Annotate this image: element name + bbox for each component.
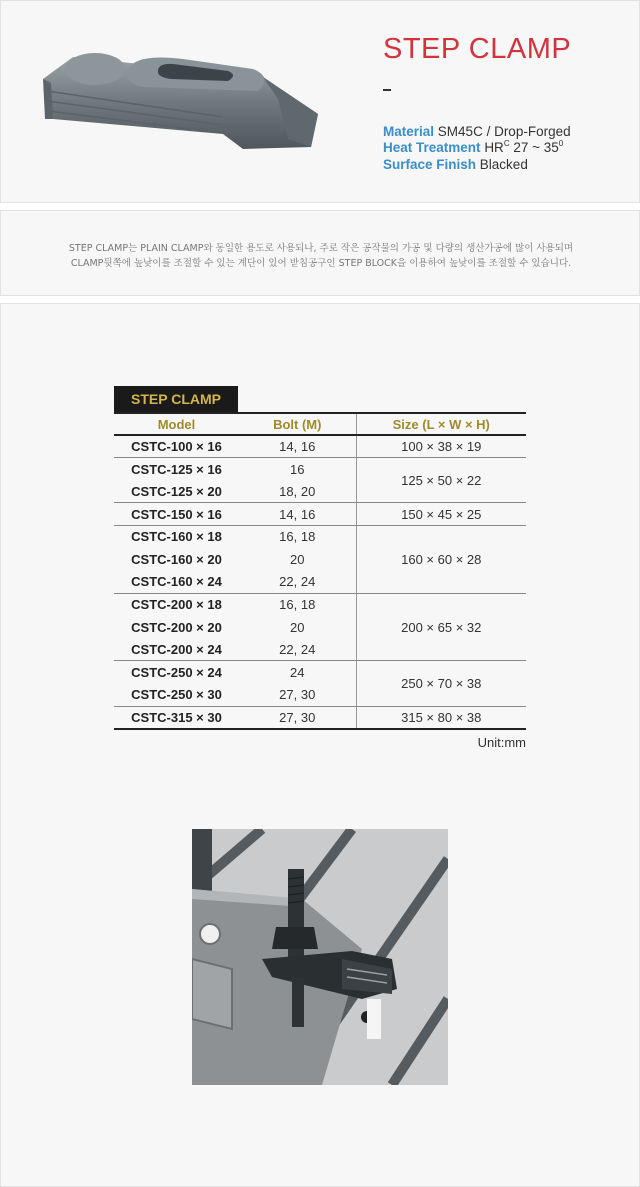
table-header-row <box>114 413 526 435</box>
cell-model: CSTC-200 × 20 <box>131 619 222 635</box>
cell-model: CSTC-100 × 16 <box>114 435 239 458</box>
cell-model: CSTC-200 × 18 <box>131 597 222 613</box>
cell-size: 160 × 60 × 28 <box>356 525 526 593</box>
cell-size: 315 × 80 × 38 <box>356 706 526 729</box>
description-line-2: CLAMP뒷쪽에 높낮이를 조절할 수 있는 계단이 있어 받침공구인 STEP BLOCK을 이용하여 높낮이를 조절할 수 있습니다. <box>70 258 572 269</box>
product-title: STEP CLAMP <box>383 33 572 65</box>
cell-bolt: 20 <box>290 619 305 635</box>
cell-model: CSTC-125 × 20 <box>114 480 239 503</box>
spec-table <box>114 412 526 730</box>
unit-note: Unit:mm <box>477 735 526 750</box>
material-value: SM45C / Drop-Forged <box>437 124 571 139</box>
title-divider <box>383 89 391 91</box>
cell-bolt: 16, 18 <box>279 529 316 545</box>
surface-finish-label: Surface Finish <box>383 157 477 172</box>
cell-size: 125 × 50 × 22 <box>356 458 526 503</box>
cell-bolt: 22, 24 <box>239 638 356 661</box>
header-size: Size (L × W × H) <box>356 413 526 435</box>
spec-heat-treatment <box>383 140 563 155</box>
table-row <box>114 503 526 526</box>
cell-bolt: 24 <box>290 664 305 680</box>
cell-model: CSTC-250 × 24 <box>131 664 222 680</box>
table-row <box>114 435 526 458</box>
cell-size: 100 × 38 × 19 <box>356 435 526 458</box>
cell-model: CSTC-250 × 30 <box>114 684 239 707</box>
material-label: Material <box>383 124 435 139</box>
spec-material <box>383 124 571 139</box>
step-clamp-usage-photo <box>192 829 448 1085</box>
table-row <box>114 525 526 548</box>
spec-table-panel <box>0 303 640 1187</box>
cell-model: CSTC-160 × 18 <box>131 529 222 545</box>
table-row <box>114 458 526 481</box>
cell-model: CSTC-160 × 20 <box>131 551 222 567</box>
cell-model: CSTC-150 × 16 <box>114 503 239 526</box>
cell-model: CSTC-125 × 16 <box>131 461 222 477</box>
surface-finish-value: Blacked <box>479 157 528 172</box>
cell-size: 250 × 70 × 38 <box>356 661 526 706</box>
header-bolt: Bolt (M) <box>239 413 356 435</box>
cell-bolt: 14, 16 <box>239 503 356 526</box>
cell-bolt: 16, 18 <box>279 597 316 613</box>
product-header-panel <box>0 0 640 203</box>
cell-bolt: 22, 24 <box>239 571 356 594</box>
cell-model: CSTC-315 × 30 <box>114 706 239 729</box>
cell-size: 150 × 45 × 25 <box>356 503 526 526</box>
header-model: Model <box>114 413 239 435</box>
table-title: STEP CLAMP <box>114 386 238 412</box>
cell-bolt: 14, 16 <box>239 435 356 458</box>
cell-model: CSTC-160 × 24 <box>114 571 239 594</box>
description-panel <box>0 210 640 296</box>
table-row <box>114 661 526 684</box>
cell-bolt: 16 <box>290 461 305 477</box>
heat-treatment-value: $HR^C$ 27 ~ $35^0$ <box>484 139 564 155</box>
cell-bolt: 27, 30 <box>239 684 356 707</box>
table-row <box>114 706 526 729</box>
cell-bolt: 18, 20 <box>239 480 356 503</box>
spec-surface-finish <box>383 157 528 172</box>
description-line-1: STEP CLAMP는 PLAIN CLAMP와 동일한 용도로 사용되나, 주로 작은 공작물의 가공 및 다량의 생산가공에 많이 사용되며 <box>68 243 574 254</box>
cell-bolt: 27, 30 <box>239 706 356 729</box>
cell-bolt: 20 <box>290 551 305 567</box>
cell-model: CSTC-200 × 24 <box>114 638 239 661</box>
table-row <box>114 593 526 616</box>
step-clamp-product-image <box>33 39 333 157</box>
heat-treatment-label: Heat Treatment <box>383 140 481 155</box>
cell-size: 200 × 65 × 32 <box>356 593 526 661</box>
